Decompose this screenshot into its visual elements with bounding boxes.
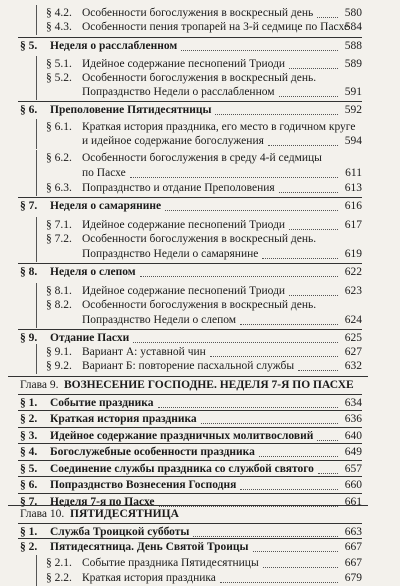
entry-title: Вариант Б: повторение пасхальной службы — [82, 360, 295, 372]
entry-number: § 2.2. — [46, 572, 72, 584]
entry-number: § 5. — [20, 463, 38, 475]
entry-page: 588 — [344, 40, 362, 52]
entry-page: 584 — [344, 21, 362, 33]
section-rule — [18, 443, 362, 444]
entry-number: § 2. — [20, 413, 38, 425]
entry-title: Попразднство Вознесения Господня — [50, 479, 237, 491]
entry-page: 661 — [344, 496, 362, 508]
entry-title: Преполовение Пятидесятницы — [50, 104, 212, 116]
entry-title: Особенности пения тропарей на 3-й седмице по Пасхе — [82, 21, 350, 33]
dot-leader — [130, 177, 338, 178]
entry-title: Идейное содержание песнопений Триоди — [82, 219, 286, 231]
entry-number: § 1. — [20, 397, 38, 409]
entry-title-cont: Попразднство Недели о расслабленном — [82, 86, 275, 98]
entry-number: § 5.1. — [46, 58, 72, 70]
entry-number: § 7.2. — [46, 233, 72, 245]
indent-mark — [36, 119, 37, 149]
entry-title: Краткая история праздника — [82, 572, 216, 584]
indent-mark — [36, 150, 37, 181]
entry-title: Идейное содержание песнопений Триоди — [82, 58, 286, 70]
section-rule — [8, 376, 368, 377]
indent-mark — [36, 70, 37, 100]
entry-page: 667 — [344, 557, 362, 569]
entry-page: 592 — [344, 104, 362, 116]
entry-title: Попразднство и отдание Преполовения — [82, 182, 275, 194]
entry-title: Неделя 7-я по Пасхе — [50, 496, 155, 508]
entry-title: ВОЗНЕСЕНИЕ ГОСПОДНЕ. НЕДЕЛЯ 7-Я ПО ПАСХЕ — [64, 379, 354, 391]
entry-page: 616 — [344, 200, 362, 212]
entry-title: Особенности богослужения в воскресный день. — [82, 299, 317, 311]
entry-title: Неделя о слепом — [50, 266, 136, 278]
entry-title: Соединение службы праздника со службой святого — [50, 463, 314, 475]
entry-page: 649 — [344, 446, 362, 458]
entry-title: Служба Троицкой субботы — [50, 526, 190, 538]
section-rule — [18, 329, 362, 330]
entry-page: 591 — [344, 86, 362, 98]
entry-number: § 7. — [20, 200, 38, 212]
entry-page: 623 — [344, 285, 362, 297]
entry-number: § 9. — [20, 332, 38, 344]
indent-mark — [36, 231, 37, 262]
dot-leader — [268, 145, 338, 146]
entry-number: § 6.3. — [46, 182, 72, 194]
entry-number: Глава 10. — [20, 508, 65, 520]
entry-number: § 9.1. — [46, 346, 72, 358]
entry-title: Богослужебные особенности праздника — [50, 446, 255, 458]
dot-leader — [201, 423, 338, 424]
dot-leader — [289, 229, 338, 230]
entry-number: § 8.1. — [46, 285, 72, 297]
entry-number: § 6. — [20, 479, 38, 491]
section-rule — [18, 197, 362, 198]
entry-number: § 8.2. — [46, 299, 72, 311]
dot-leader — [262, 258, 338, 259]
indent-mark — [36, 555, 37, 571]
entry-number: § 6.2. — [46, 152, 72, 164]
entry-title-cont: по Пасхе — [82, 167, 126, 179]
entry-page: 611 — [345, 167, 362, 179]
entry-number: Глава 9. — [20, 379, 59, 391]
indent-mark — [36, 358, 37, 374]
entry-number: § 4. — [20, 446, 38, 458]
section-rule — [18, 37, 362, 38]
entry-page: 640 — [344, 430, 362, 442]
section-rule — [8, 505, 368, 506]
dot-leader — [289, 295, 338, 296]
entry-page: 663 — [344, 526, 362, 538]
dot-leader — [215, 114, 338, 115]
dot-leader — [317, 440, 338, 441]
entry-title-cont: Попразднство Недели о слепом — [82, 314, 237, 326]
entry-number: § 2. — [20, 541, 38, 553]
entry-title: Неделя о расслабленном — [50, 40, 178, 52]
entry-title-cont: Попразднство Недели о самарянине — [82, 248, 259, 260]
entry-page: 657 — [344, 463, 362, 475]
dot-leader — [210, 356, 338, 357]
section-rule — [18, 476, 362, 477]
dot-leader — [165, 210, 338, 211]
entry-title: Неделя о самарянине — [50, 200, 162, 212]
dot-leader — [240, 489, 338, 490]
entry-number: § 2.1. — [46, 557, 72, 569]
entry-title: Краткая история праздника, его место в годичном круге — [82, 121, 356, 133]
dot-leader — [298, 370, 338, 371]
entry-page: 613 — [344, 182, 362, 194]
entry-page: 580 — [344, 7, 362, 19]
section-rule — [18, 538, 362, 539]
entry-page: 634 — [344, 397, 362, 409]
entry-number: § 7. — [20, 496, 38, 508]
entry-page: 622 — [344, 266, 362, 278]
entry-number: § 8. — [20, 266, 38, 278]
dot-leader — [317, 17, 338, 18]
section-rule — [18, 394, 362, 395]
entry-page: 589 — [344, 58, 362, 70]
indent-mark — [36, 180, 37, 196]
entry-page: 632 — [344, 360, 362, 372]
indent-mark — [36, 19, 37, 35]
dot-leader — [259, 456, 338, 457]
entry-title: Событие праздника — [50, 397, 154, 409]
entry-page: 636 — [344, 413, 362, 425]
entry-title: Отдание Пасхи — [50, 332, 130, 344]
dot-leader — [133, 342, 338, 343]
entry-title: ПЯТИДЕСЯТНИЦА — [70, 508, 179, 520]
section-rule — [18, 410, 362, 411]
entry-number: § 1. — [20, 526, 38, 538]
dot-leader — [279, 192, 338, 193]
entry-number: § 4.3. — [46, 21, 72, 33]
dot-leader — [240, 324, 338, 325]
section-rule — [18, 101, 362, 102]
entry-title: Идейное содержание праздничных молитвословий — [50, 430, 314, 442]
dot-leader — [159, 506, 338, 507]
entry-number: § 3. — [20, 430, 38, 442]
dot-leader — [279, 96, 338, 97]
dot-leader — [220, 582, 338, 583]
dot-leader — [253, 551, 338, 552]
entry-title-cont: и идейное содержание богослужения — [82, 135, 264, 147]
entry-number: § 6. — [20, 104, 38, 116]
dot-leader — [263, 567, 338, 568]
section-rule — [18, 263, 362, 264]
dot-leader — [140, 276, 338, 277]
section-rule — [18, 493, 362, 494]
dot-leader — [158, 407, 338, 408]
entry-page: 627 — [344, 346, 362, 358]
entry-title: Краткая история праздника — [50, 413, 197, 425]
entry-page: 660 — [344, 479, 362, 491]
entry-page: 667 — [344, 541, 362, 553]
entry-title: Пятидесятница. День Святой Троицы — [50, 541, 249, 553]
section-rule — [18, 460, 362, 461]
dot-leader — [318, 473, 338, 474]
entry-number: § 4.2. — [46, 7, 72, 19]
indent-mark — [36, 297, 37, 328]
entry-page: 679 — [344, 572, 362, 584]
entry-number: § 7.1. — [46, 219, 72, 231]
entry-page: 625 — [344, 332, 362, 344]
entry-page: 619 — [344, 248, 362, 260]
entry-title: Особенности богослужения в воскресный день — [82, 7, 314, 19]
entry-page: 624 — [344, 314, 362, 326]
entry-number: § 6.1. — [46, 121, 72, 133]
dot-leader — [181, 50, 338, 51]
entry-title: Событие праздника Пятидесятницы — [82, 557, 259, 569]
entry-page: 617 — [344, 219, 362, 231]
entry-title: Особенности богослужения в воскресный день. — [82, 72, 317, 84]
entry-title: Особенности богослужения в воскресный день. — [82, 233, 317, 245]
entry-page: 594 — [344, 135, 362, 147]
entry-number: § 5.2. — [46, 72, 72, 84]
entry-number: § 5. — [20, 40, 38, 52]
dot-leader — [193, 536, 338, 537]
entry-number: § 9.2. — [46, 360, 72, 372]
entry-title: Особенности богослужения в среду 4-й седмицы — [82, 152, 322, 164]
section-rule — [18, 523, 362, 524]
entry-title: Идейное содержание песнопений Триоди — [82, 285, 286, 297]
section-rule — [18, 427, 362, 428]
entry-title: Вариант А: уставной чин — [82, 346, 206, 358]
dot-leader — [289, 68, 338, 69]
